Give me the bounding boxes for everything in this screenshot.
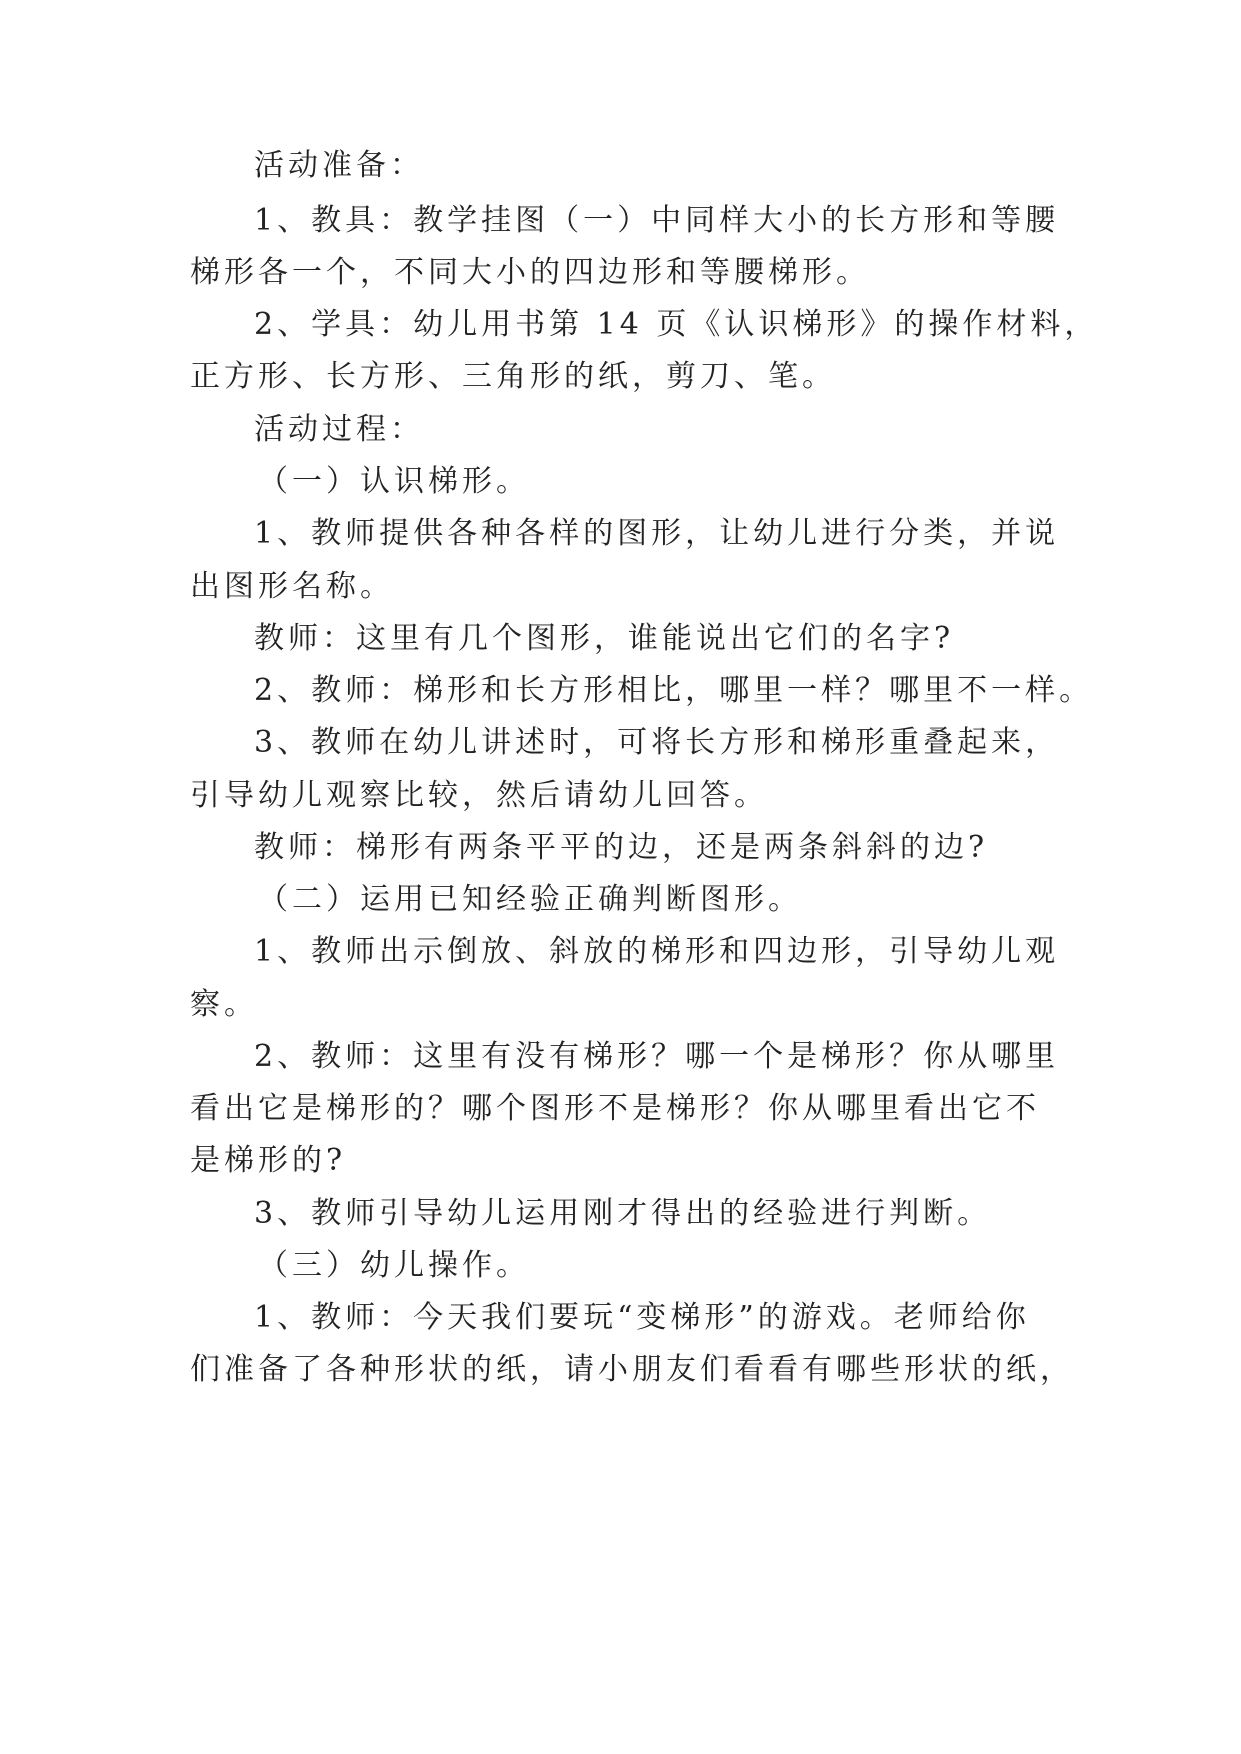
paragraph-line: 正方形、长方形、三角形的纸，剪刀、笔。 — [190, 359, 836, 394]
paragraph-line: 是梯形的? — [190, 1143, 347, 1178]
paragraph-line: 2、教师：这里有没有梯形？哪一个是梯形？你从哪里 — [254, 1039, 1060, 1074]
paragraph-line: 出图形名称。 — [190, 569, 394, 604]
heading-activity-process: 活动过程： — [254, 412, 424, 447]
paragraph-line: 看出它是梯形的？哪个图形不是梯形？你从哪里看出它不 — [190, 1091, 1040, 1126]
heading-activity-preparation: 活动准备： — [254, 148, 424, 183]
paragraph-line: 1、教师提供各种各样的图形，让幼儿进行分类，并说 — [254, 516, 1060, 551]
paragraph-line: 1、教师出示倒放、斜放的梯形和四边形，引导幼儿观 — [254, 934, 1060, 969]
section-heading: （二）运用已知经验正确判断图形。 — [258, 882, 802, 917]
paragraph-line: 3、教师引导幼儿运用刚才得出的经验进行判断。 — [254, 1196, 992, 1231]
paragraph-line: 2、教师：梯形和长方形相比，哪里一样？哪里不一样。 — [254, 673, 1094, 708]
paragraph-line: 1、教具：教学挂图（一）中同样大小的长方形和等腰 — [254, 203, 1060, 238]
paragraph-line: 们准备了各种形状的纸，请小朋友们看看有哪些形状的纸， — [190, 1352, 1074, 1387]
paragraph-line: 3、教师在幼儿讲述时，可将长方形和梯形重叠起来， — [254, 725, 1060, 760]
paragraph-line: 教师：这里有几个图形，谁能说出它们的名字? — [254, 621, 955, 656]
paragraph-line: 察。 — [190, 987, 258, 1022]
paragraph-line: 1、教师：今天我们要玩“变梯形”的游戏。老师给你 — [254, 1300, 1030, 1335]
section-heading: （一）认识梯形。 — [258, 464, 530, 499]
section-heading: （三）幼儿操作。 — [258, 1248, 530, 1283]
paragraph-line: 梯形各一个，不同大小的四边形和等腰梯形。 — [190, 255, 870, 290]
paragraph-line: 引导幼儿观察比较，然后请幼儿回答。 — [190, 778, 768, 813]
paragraph-line: 2、学具：幼儿用书第 14 页《认识梯形》的操作材料， — [254, 307, 1099, 342]
paragraph-line: 教师：梯形有两条平平的边，还是两条斜斜的边? — [254, 830, 989, 865]
